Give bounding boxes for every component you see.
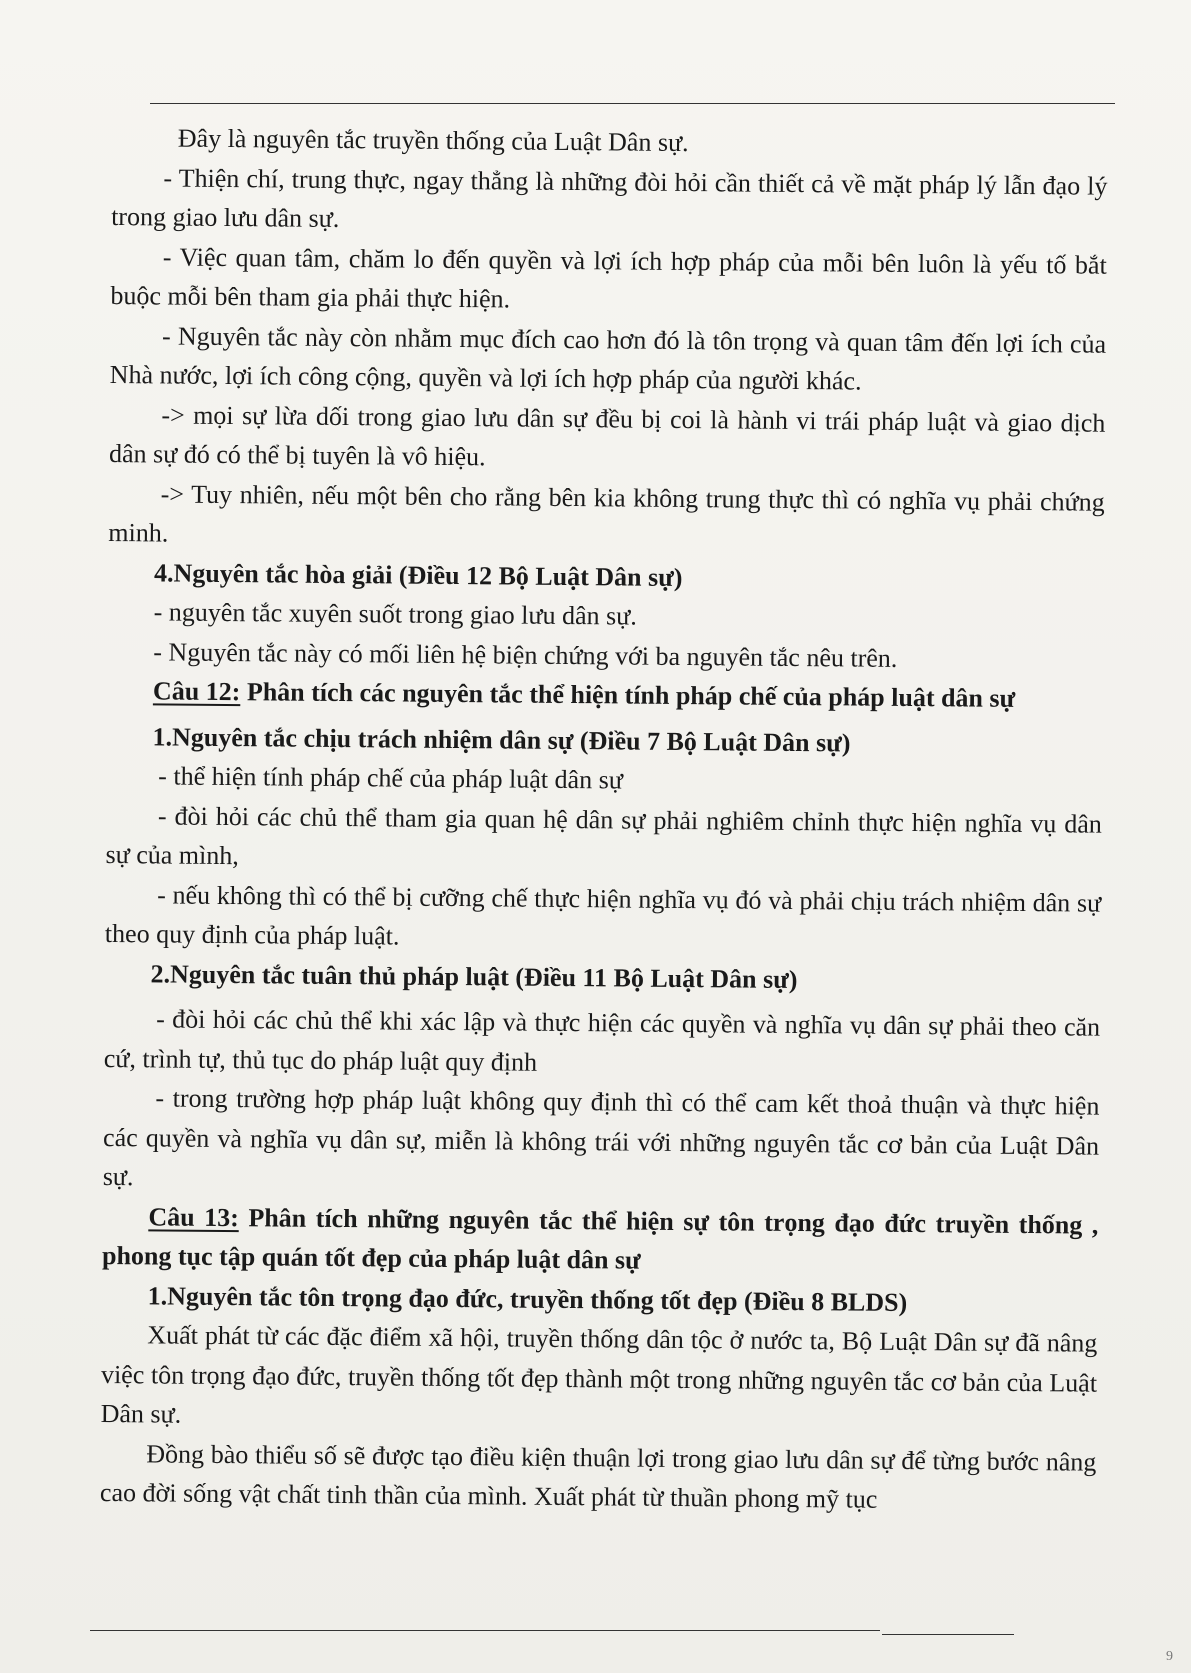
- paragraph: Xuất phát từ các đặc điểm xã hội, truyền thống dân tộc ở nước ta, Bộ Luật Dân sự đã nâng việc tôn trọng đạo đức, truyền thống tốt đẹp thành một trong những nguyên tắc cơ bản của Luật Dân sự.: [100, 1320, 1098, 1429]
- section-heading: 2.Nguyên tắc tuân thủ pháp luật (Điều 11 Bộ Luật Dân sự): [150, 958, 798, 994]
- question-text: Phân tích những nguyên tắc thể hiện sự tôn trọng đạo đức truyền thống , phong tục tập quán tốt đẹp của pháp luật dân sự: [101, 1202, 1099, 1275]
- paragraph: - nguyên tắc xuyên suốt trong giao lưu dân sự.: [153, 597, 637, 631]
- paragraph: - Nguyên tắc này còn nhằm mục đích cao hơn đó là tôn trọng và quan tâm đến lợi ích của Nhà nước, lợi ích công cộng, quyền và lợi ích hợp pháp của người khác.: [109, 320, 1107, 396]
- section-heading: 1.Nguyên tắc chịu trách nhiệm dân sự (Điều 7 Bộ Luật Dân sự): [152, 721, 851, 757]
- paragraph: -> Tuy nhiên, nếu một bên cho rằng bên kia không trung thực thì có nghĩa vụ phải chứng minh.: [108, 478, 1105, 548]
- paragraph: Đồng bào thiểu số sẽ được tạo điều kiện thuận lợi trong giao lưu dân sự để từng bước nâng cao đời sống vật chất tinh thần của mình. Xuất phát từ thuần phong mỹ tục: [99, 1438, 1097, 1514]
- footer-rule: [90, 1630, 880, 1631]
- footer-rule: [882, 1634, 1014, 1635]
- section-heading: 4.Nguyên tắc hòa giải (Điều 12 Bộ Luật Dân sự): [153, 557, 683, 592]
- paragraph: - Việc quan tâm, chăm lo đến quyền và lợi ích hợp pháp của mỗi bên luôn là yếu tố bắt buộc mỗi bên tham gia phải thực hiện.: [110, 241, 1107, 314]
- question-heading: [102, 1196, 1099, 1284]
- page-body: [100, 118, 1108, 1521]
- paragraph: - đòi hỏi các chủ thể khi xác lập và thực hiện các quyền và nghĩa vụ dân sự phải theo căn cứ, trình tự, thủ tục do pháp luật quy định: [103, 1004, 1101, 1077]
- page-number: 9: [1166, 1649, 1173, 1664]
- paragraph: -> mọi sự lừa dối trong giao lưu dân sự đều bị coi là hành vi trái pháp luật và giao dịch dân sự đó có thể bị tuyên là vô hiệu.: [108, 399, 1106, 472]
- paragraph: - thể hiện tính pháp chế của pháp luật dân sự: [158, 761, 623, 795]
- question-heading: [107, 671, 1103, 719]
- section-heading: 1.Nguyên tắc tôn trọng đạo đức, truyền thống tốt đẹp (Điều 8 BLDS): [147, 1280, 908, 1317]
- question-label: Câu 13:: [148, 1201, 239, 1232]
- paragraph: - nếu không thì có thể bị cưỡng chế thực hiện nghĩa vụ đó và phải chịu trách nhiệm dân sự theo quy định của pháp luật.: [104, 879, 1102, 951]
- header-rule: [150, 103, 1115, 104]
- question-label: Câu 12:: [152, 676, 241, 707]
- question-text: Phân tích các nguyên tắc thể hiện tính pháp chế của pháp luật dân sự: [240, 677, 1016, 713]
- paragraph: - đòi hỏi các chủ thể tham gia quan hệ dân sự phải nghiêm chỉnh thực hiện nghĩa vụ dân sự của mình,: [105, 800, 1103, 871]
- paragraph: - Thiện chí, trung thực, ngay thẳng là những đòi hỏi cần thiết cả về mặt pháp lý lẫn đạo lý trong giao lưu dân sự.: [111, 162, 1108, 233]
- paragraph: - trong trường hợp pháp luật không quy định thì có thể cam kết thoả thuận và thực hiện các quyền và nghĩa vụ dân sự, miễn là không trái với những nguyên tắc cơ bản của Luật Dân sự.: [102, 1083, 1100, 1192]
- paragraph: - Nguyên tắc này có mối liên hệ biện chứng với ba nguyên tắc nêu trên.: [153, 636, 898, 673]
- paragraph: Đây là nguyên tắc truyền thống của Luật Dân sự.: [177, 123, 689, 158]
